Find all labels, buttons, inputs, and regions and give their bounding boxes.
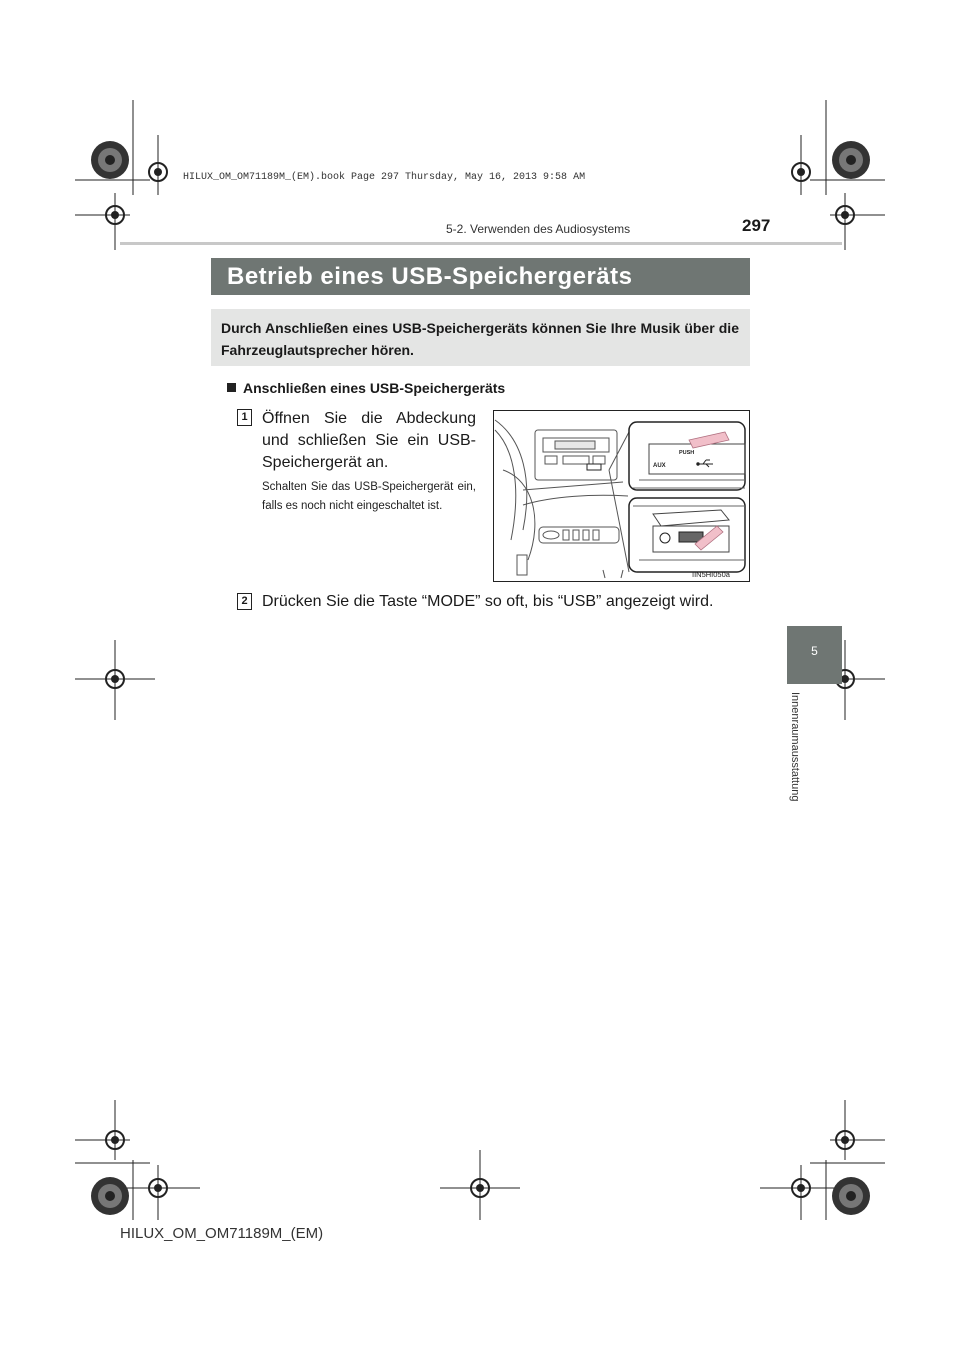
step-number-1: 1 [237,409,252,426]
aux-label: AUX [653,463,666,469]
print-info-line: HILUX_OM_OM71189M_(EM).book Page 297 Thursday, May 16, 2013 9:58 AM [183,172,586,183]
chapter-tab [787,626,842,684]
push-label: PUSH [679,450,695,456]
section-heading: 5-2. Verwenden des Audiosystems [446,222,631,236]
intro-text: Durch Anschließen eines USB-Speichergeräts können Sie Ihre Musik über die Fahrzeuglautsprecher hören. [221,320,739,358]
dashboard-drawing [493,410,750,582]
step-2-text: Drücken Sie die Taste “MODE” so oft, bis “USB” angezeigt wird. [262,593,714,610]
page-title: Betrieb eines USB-Speichergeräts [227,263,633,290]
step-1-text: Öffnen Sie die Abdeckung und schließen Sie ein USB-Speichergerät an. [262,410,476,471]
intro-box [211,309,750,366]
header-rule [120,242,842,245]
page-title-bar [211,258,750,295]
footer-code: HILUX_OM_OM71189M_(EM) [120,1225,324,1242]
subheading-text: Anschließen eines USB-Speichergeräts [243,380,506,396]
usb-port-illustration [493,410,750,582]
step-1-note: Schalten Sie das USB-Speichergerät ein, falls es noch nicht eingeschaltet ist. [262,481,476,512]
chapter-number: 5 [811,644,818,658]
figure-code: IIN5HI050a [692,570,730,579]
subheading [227,380,505,396]
step-number-2: 2 [237,593,252,610]
square-bullet-icon [227,383,236,392]
chapter-label: Innenraumausstattung [789,692,801,802]
page-number: 297 [742,216,771,235]
